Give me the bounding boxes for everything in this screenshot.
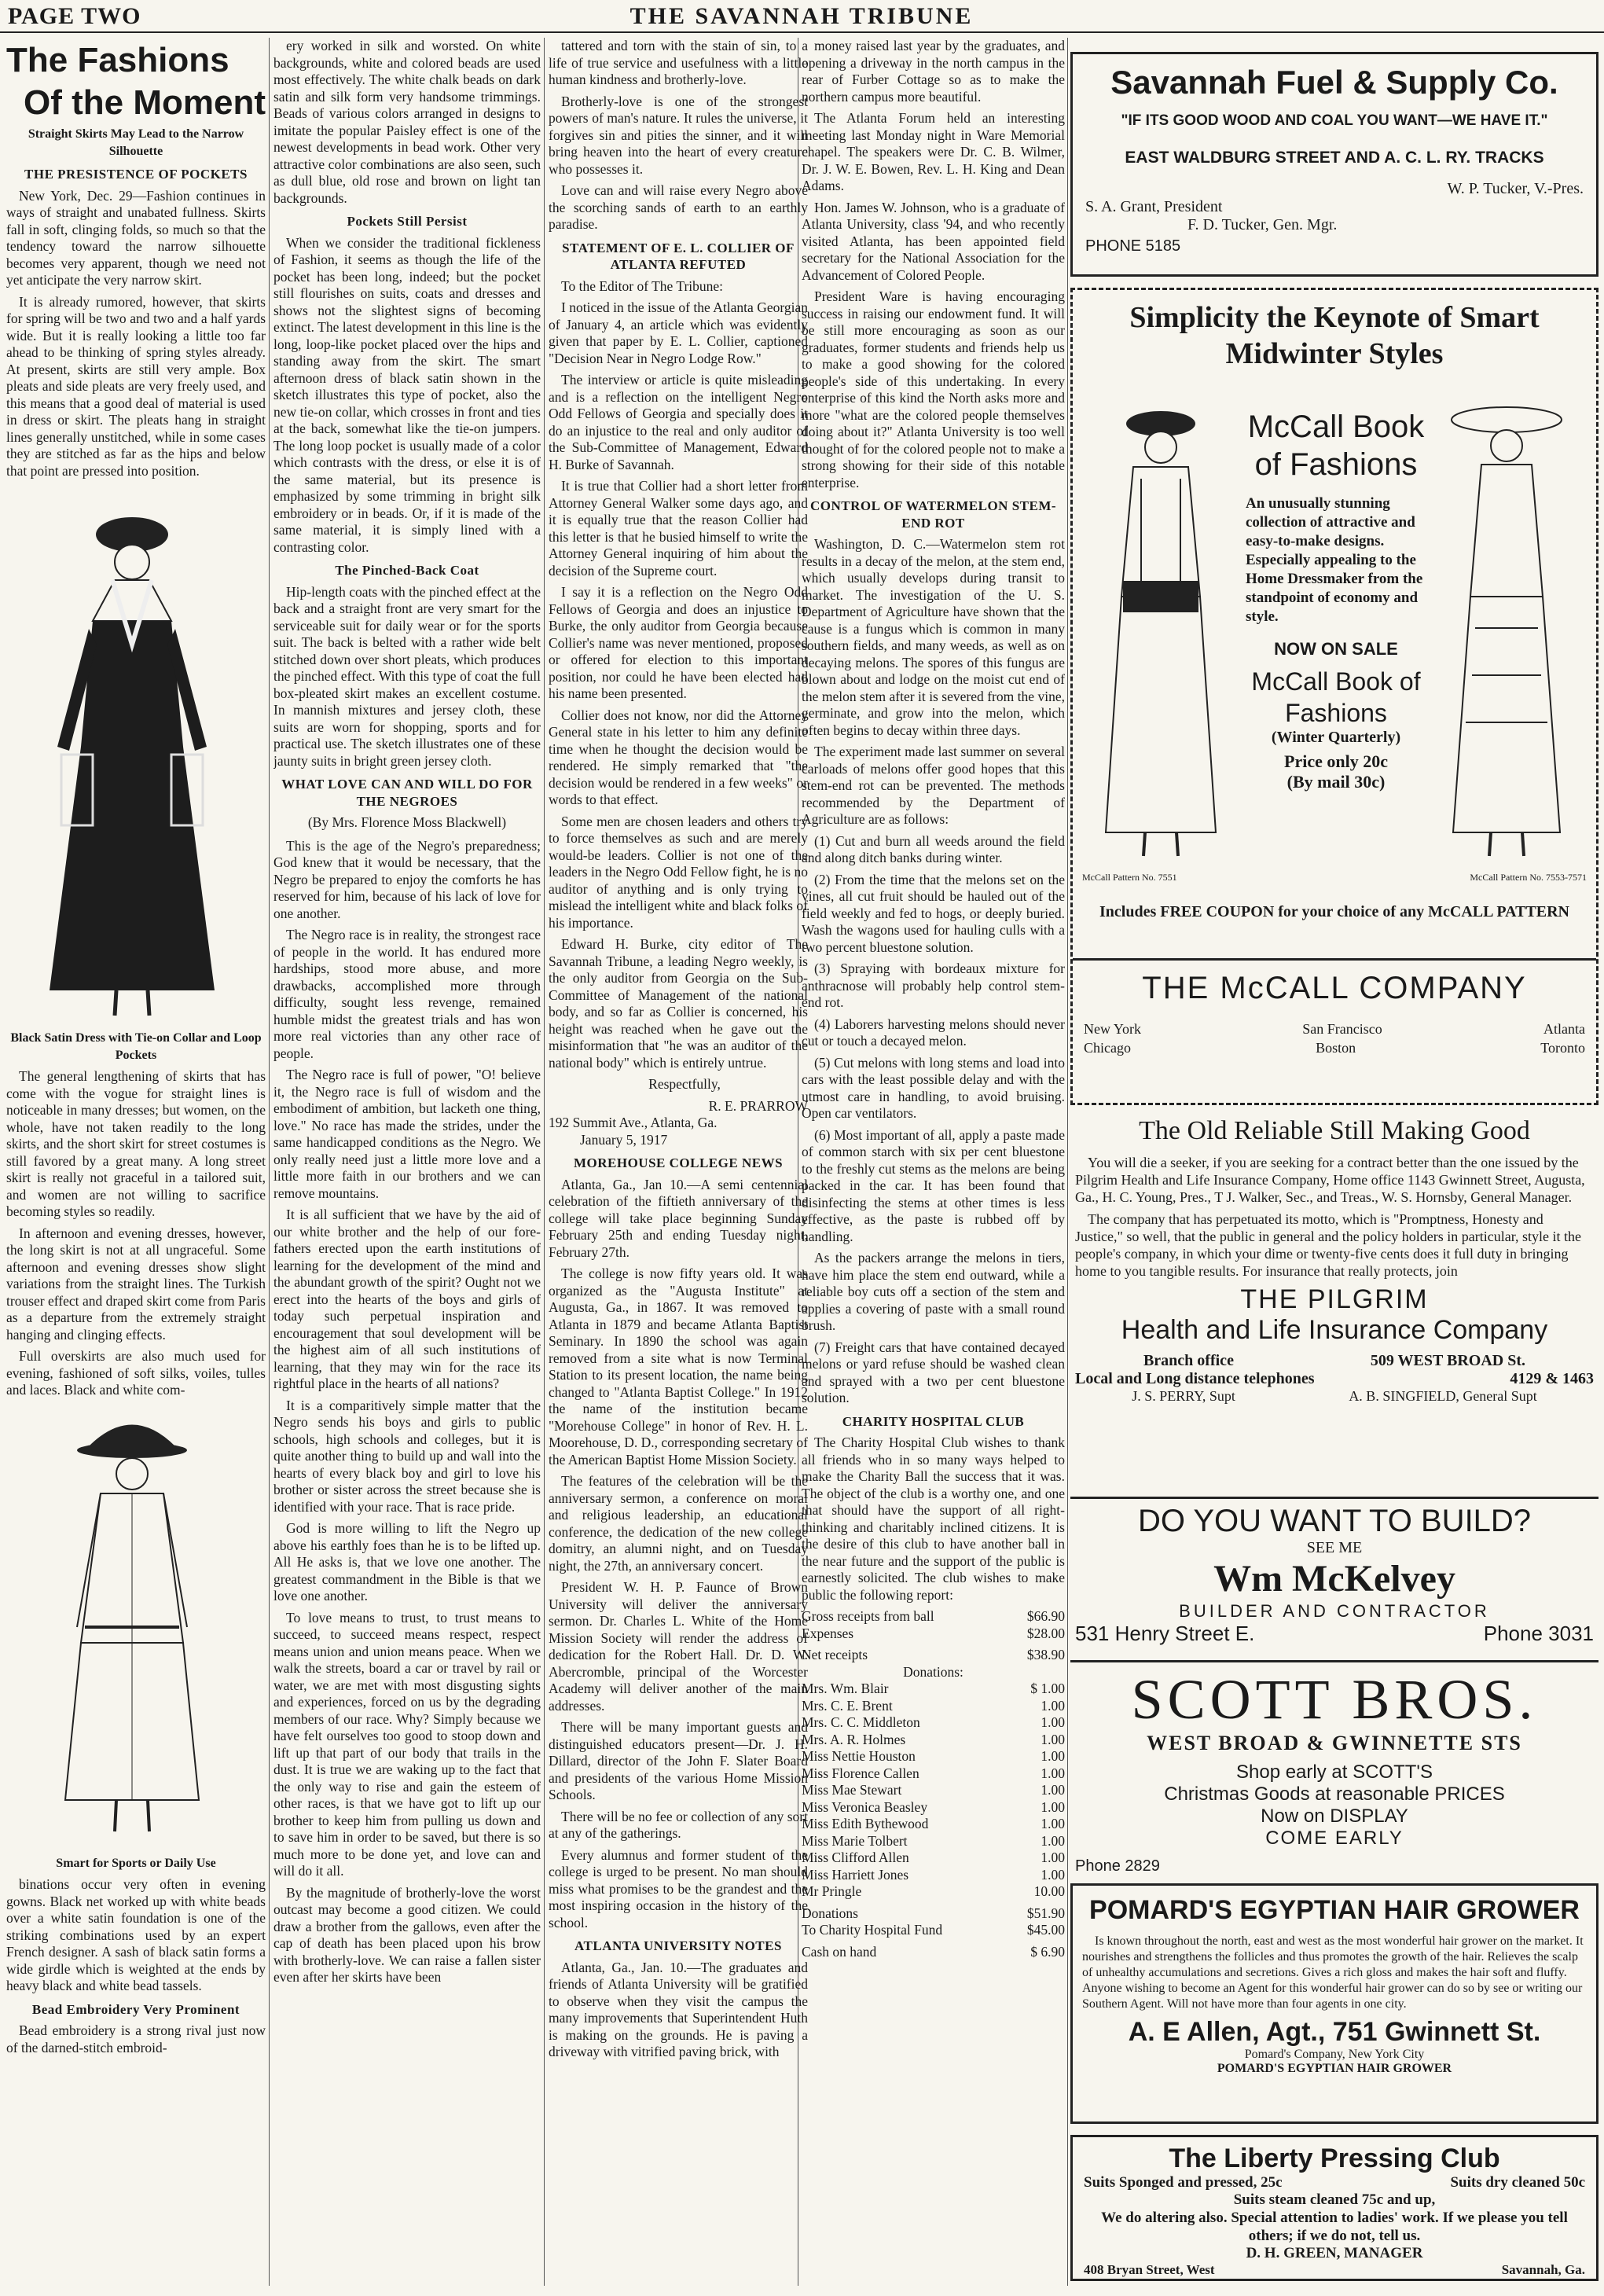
paragraph: It is already rumored, however, that skirts for spring will be two and two and a half yards wide. But it is really looking a little too far ahead to be thinking of spring styles already. At present, skirts are still very ample. Box pleats and side pleats are very freely used, and this means that a good deal of material is used in dress or skirt. The pleats hang in straight lines generally unstitched, while in some cases they are stitched as far as the hips and below that point are pressed into position. (6, 293, 266, 479)
ad-mckelvey-builder (1070, 1497, 1598, 1654)
total-row: Donations $51.90 (802, 1905, 1065, 1921)
paragraph: By the magnitude of brotherly-love the worst outcast may become a good citizen. We could draw a brother from the gallows, even after the cap of death has been placed upon his brow with brotherly-love. We can raise a fallen sister even after her skirts have been (273, 1884, 541, 1985)
store-line: Shop early at SCOTT'S (1235, 1761, 1433, 1783)
paragraph: The Charity Hospital Club wishes to thank all friends who in so many ways helped to make the Charity Ball the success that it was. The object of the club is a worthy one, and one that should have the support of all right-thinking and charitably inclined citizens. It is the desire of this club to have another ball in the near future and the support of the public is earnestly solicited. The club wishes to make public the following report: (802, 1435, 1065, 1603)
ad-pomard-hair-grower (1070, 1883, 1598, 2124)
ad-president: S. A. Grant, President (1085, 198, 1223, 215)
report-row: Gross receipts from ball $66.90 (802, 1608, 1065, 1624)
paragraph: Hip-length coats with the pinched effect at the back and a straight front are very smart for the serviceable suit for daily wear or for the sports suit. The back is belted with a rather wide belt stitched down over short pleats, which produces the pinched effect. With this type of coat the full box-pleated skirt makes an excellent costume. In mannish mixtures and jersey cloth, these suits are worn for shopping, sports and for practical use. The sketch illustrates one of these jaunty suits in bright green jersey cloth. (273, 583, 541, 769)
book-title-2: McCall Book of Fashions (1251, 667, 1421, 727)
ad-body: You will die a seeker, if you are seeking for a contract better than the one issued by the Pilgrim Health and Life Insurance Company, Home office 1143 Gwinnett Street, Augusta, Ga., H. C. Young, Pres., T J. Walker, Sec., and Treas., W. S. Hornsby, General Manager. (1075, 1155, 1585, 1205)
ad-headline: Simplicity the Keynote of Smart Midwinter Styles (1129, 301, 1540, 370)
column-fashion (6, 38, 266, 2286)
builder-trade: BUILDER AND CONTRACTOR (1179, 1601, 1490, 1621)
paragraph: Love can and will raise every Negro above the scorching sands of earth to an earthly paradise. (549, 182, 808, 232)
column-three (549, 38, 808, 2286)
advertisements (1070, 38, 1598, 2286)
article-headline: MOREHOUSE COLLEGE NEWS (573, 1155, 784, 1170)
ad-address: EAST WALDBURG STREET AND A. C. L. RY. TRACKS (1125, 149, 1544, 167)
ad-headline: DO YOU WANT TO BUILD? (1137, 1504, 1532, 1538)
page-number: PAGE TWO (8, 3, 141, 29)
company-cities-row2: Chicago Boston Toronto (1084, 1040, 1585, 1056)
mail-price: (By mail 30c) (1287, 772, 1386, 792)
mccall-dress-right-illustration (1428, 392, 1585, 864)
column-rule (1067, 38, 1068, 2286)
section-heading: THE PRESISTENCE OF POCKETS (24, 167, 248, 182)
paragraph: tattered and torn with the stain of sin, to a life of true service and usefulness with a little human kindness and brotherly-love. (549, 38, 808, 87)
fashion-title-line2: Of the Moment (24, 83, 266, 122)
ad-body: The company that has perpetuated its motto, which is "Promptness, Honesty and Justice," so well, that the public in general and the policy holders in particular, style it the people's company, in which your dime or twenty-five cents does it full duty in bringing home to you tangible results. For insurance that really protects, join (1075, 1211, 1581, 1279)
ad-see-me: SEE ME (1306, 1539, 1363, 1556)
pattern-label-right: McCall Pattern No. 7553-7571 (1470, 872, 1587, 883)
price: Price only 20c (1284, 751, 1388, 771)
paragraph: It is a comparitively simple matter that the Negro sends his boys and girls to public schools, high schools and colleges, but it is quite another thing to build up and wall into the hearts of every black boy and girl to love his brother or sister across the street because she is identified with your race. That is race pride. (273, 1397, 541, 1515)
paragraph: New York, Dec. 29—Fashion continues in ways of straight and unabated fullness. Skirts fall in soft, clinging folds, so much so that the tendency toward the narrow silhouette becomes very apparent, though we need not yet anticipate the very narrow skirt. (6, 187, 266, 288)
paragraph: (7) Freight cars that have contained decayed melons or yard refuse should be washed clean and sprayed with a two per cent bluestone solution. (802, 1339, 1065, 1405)
paragraph: It is all sufficient that we have by the aid of our white brother and the help of our fore-fathers erected upon the earth institutions of learning for the development of the mind and the abundant growth of the spirit? Ought not we erect into the hearts of the boys and girls of today such perpetual inspiration and encouragement that soul development will be the highest aim of all such institutions of learning, that they may win for the race its rightful place in the hearts of all nations? (273, 1207, 541, 1391)
donation-row: Mrs. C. C. Middleton 1.00 (802, 1714, 1065, 1730)
ad-headline: POMARD'S EGYPTIAN HAIR GROWER (1089, 1895, 1580, 1925)
donation-row: Mrs. Wm. Blair $ 1.00 (802, 1681, 1065, 1696)
donation-row: Mrs. A. R. Holmes 1.00 (802, 1731, 1065, 1747)
section-heading: The Pinched-Back Coat (335, 563, 479, 578)
paragraph: Full overskirts are also much used for evening, fashioned of soft silks, voiles, tulles and laces. Black and white com- (6, 1348, 266, 1398)
superintendents: J. S. PERRY, Supt A. B. SINGFIELD, General Supt (1132, 1388, 1537, 1404)
paragraph: To the Editor of The Tribune: (561, 277, 724, 294)
donation-row: Mr Pringle 10.00 (802, 1883, 1065, 1899)
paragraph: The experiment made last summer on several carloads of melons offer good hopes that this stem-end rot can be prevented. The methods recommended by the Department of Agriculture are as follows: (802, 744, 1065, 827)
signature-date: January 5, 1917 (580, 1131, 668, 1148)
ad-manager: F. D. Tucker, Gen. Mgr. (1187, 216, 1338, 233)
paragraph: I noticed in the issue of the Atlanta Georgian of January 4, an article which was evidently given that paper by E. L. Collier, captioned "Decision Near in Negro Lodge Row." (549, 299, 808, 366)
builder-contact: 531 Henry Street E. Phone 3031 (1075, 1622, 1594, 1645)
article-headline: WHAT LOVE CAN AND WILL DO FOR THE NEGROES (281, 777, 533, 809)
book-description: An unusually stunning collection of attractive and easy-to-make designs. Especially appealing to the Home Dressmaker from the standpoint of economy and style. (1246, 495, 1423, 625)
paragraph: Every alumnus and former student of the college is urged to be present. No man should miss what promises to be the grandest and the most inspiring occasion in the history of the school. (549, 1846, 808, 1930)
paragraph: Brotherly-love is one of the strongest powers of man's nature. It rules the universe, it forgives sin and pities the sinner, and it will bring heaven into the heart of every creature who possesses it. (549, 93, 808, 177)
store-name: SCOTT BROS. (1131, 1668, 1538, 1731)
store-line: COME EARLY (1265, 1828, 1404, 1849)
ad-pilgrim-insurance (1070, 1116, 1598, 1486)
figure-caption: Smart for Sports or Daily Use (56, 1856, 216, 1870)
store-phone: Phone 2829 (1075, 1857, 1160, 1875)
paragraph: Atlanta, Ga., Jan. 10.—The graduates and friends of Atlanta University will be gratified to observe when they visit the campus the many improvements that Superintendent Huth is making on the grounds. He is paving a driveway with vitrified paving brick, with (549, 1959, 808, 2059)
paragraph: Hon. James W. Johnson, who is a graduate of Atlanta University, class '94, and who recently visited Atlanta, has been appointed field secretary for the National Association for the Advancement of Colored People. (802, 199, 1065, 283)
on-sale: NOW ON SALE (1274, 639, 1398, 659)
pattern-label-left: McCall Pattern No. 7551 (1082, 872, 1177, 883)
coupon-line: Includes FREE COUPON for your choice of any McCALL PATTERN (1099, 903, 1569, 920)
paragraph: The Negro race is full of power, "O! believe it, the Negro race is full of wisdom and the embodiment of ambition, but lacketh one thing, love." No race has made the strides, under the same handicapped conditions as the Negro. We only really need just a little more love and a little more faith in our brothers and we can remove mountains. (273, 1067, 541, 1201)
sports-suit-illustration (14, 1407, 258, 1847)
paragraph: Bead embroidery is a strong rival just now of the darned-stitch embroid- (6, 2022, 266, 2055)
ad-savannah-fuel (1070, 52, 1598, 277)
donations-label: Donations: (903, 1663, 964, 1680)
paragraph: Some men are chosen leaders and others try to force themselves as such and are merely would-be leaders. Collier is not one of the leaders in the Negro Odd Fellow fight, he is no auditor of anything and is only trying to mislead the intelligent white and black folks of his importance. (549, 813, 808, 931)
report-row: Net receipts $38.90 (802, 1647, 1065, 1662)
total-row: To Charity Hospital Fund $45.00 (802, 1922, 1065, 1938)
paragraph: The Atlanta Forum held an interesting meeting last Monday night in Ware Memorial chapel. The speakers were Dr. C. B. Wilmer, Dr. J. W. E. Bowen, Rev. L. H. King and Dean Adams. (802, 110, 1065, 193)
paragraph: This is the age of the Negro's preparedness; God knew that it would be necessary, that the Negro be prepared to enjoy the comforts he has reserved for him, because of his lack of love for one another. (273, 837, 541, 921)
article-headline: CONTROL OF WATERMELON STEM-END ROT (809, 498, 1057, 531)
paragraph: Atlanta, Ga., Jan 10.—A semi centennial celebration of the fiftieth anniversary of the college will take place beginning Sunday February 25th and ending Tuesday night, February 27th. (549, 1176, 808, 1260)
paragraph: ery worked in silk and worsted. On white backgrounds, white and colored beads are used most effectively. The white chalk beads on dark satin and silk form very handsome trimmings. Beads of various colors arranged in designs to imitate the popular Paisley effect is one of the newest developments in bead work. Other very attractive color combinations are also seen, such as dull blue, old rose and brown on light tan backgrounds. (273, 38, 541, 206)
price-line: Suits steam cleaned 75c and up, (1233, 2191, 1436, 2208)
telephones: Local and Long distance telephones 4129 & 1463 (1075, 1370, 1594, 1387)
paragraph: President Ware is having encouraging success in raising our endowment fund. It will be still more encouraging as soon as our graduates, former students and friends help us to make a good showing for the colored people's side of this undertaking. In every enterprise of this kind the North asks more and more "what are the colored people themselves doing about it?" Atlanta University is too well thought of for the colored people not to make a strong showing for their side of this notable enterprise. (802, 288, 1065, 490)
donation-row: Miss Nettie Houston 1.00 (802, 1748, 1065, 1764)
masthead (0, 0, 1604, 33)
paragraph: (2) From the time that the melons set on the vines, all cut fruit should be hauled out of the field weekly and fed to hogs, or deeply buried. Wash the wagons used for hauling culls with a two percent bluestone solution. (802, 871, 1065, 955)
paragraph: The interview or article is quite misleading and is a reflection on the intelligent Negro Odd Fellows of Georgia and specially does it do an injustice to the real and only auditor of the Sub-Committee of Management, Edward H. Burke of Savannah. (549, 372, 808, 472)
column-two (273, 38, 541, 2286)
ad-vp: W. P. Tucker, V.-Pres. (1447, 180, 1584, 197)
fashion-title-line1: The Fashions (6, 41, 229, 79)
donation-row: Miss Mae Stewart 1.00 (802, 1782, 1065, 1798)
agent-address: A. E Allen, Agt., 751 Gwinnett St. (1128, 2017, 1541, 2047)
ad-liberty-pressing-club (1070, 2135, 1598, 2281)
paragraph: The general lengthening of skirts that has come with the vogue for straight lines is noticeable in many dresses; but women, on the whole, have not taken readily to the long skirts, and the short skirt for street costumes is still favored by a great many. A long street skirt is really not graceful in a tailored suit, and women are not willing to sacrifice becoming styles so readily. (6, 1068, 266, 1219)
paragraph: The college is now fifty years old. It was organized as the "Augusta Institute" at Augusta, Ga., in 1867. It was removed to Atlanta in 1879 and became Atlanta Baptist Seminary. In 1890 the school was again removed from a site what is now Terminal Station to its present location, the name being changed to "Atlanta Baptist College." In 1912 the name of the institution became "Morehouse College" in honor of Rev. H. L. Moorehouse, D. D., corresponding secretary of the American Baptist Home Mission Society. (549, 1266, 808, 1468)
report-row: Expenses $28.00 (802, 1625, 1065, 1641)
paragraph: It is true that Collier had a short letter from Attorney General Walker some days ago, and it is equally true that the reason Collier had this letter is that he busied himself to write the Attorney General inquiring of him about the decision of the Supreme court. (549, 478, 808, 579)
paragraph: The Negro race is in reality, the strongest race of people in the world. It has endured more hardships, stood more abuse, and more drawbacks, accomplished more through difficulty, sought less revenge, remained humble midst the greatest trials and has won more real victories than any other race of people. (273, 927, 541, 1061)
store-line: Now on DISPLAY (1261, 1806, 1408, 1827)
paragraph: President W. H. P. Faunce of Brown University will deliver the anniversary sermon. Dr. Charles L. White of the Home Mission Society will render the address of dedication for the Robert Hall. Dr. D. W. Abercromble, principal of the Worcester Academy will deliver another of the main addresses. (549, 1579, 808, 1714)
paragraph: To love means to trust, to trust means to succeed, to succeed means respect, respect means union and union means peace. When we walk the streets, board a car or travel by rail or water, we are met with most disgusting sights and experiences, forced on us by the degrading members of our race. Why? Simply because we have felt ourselves too good to stoop down and lift up that part of our body that trails in the dust. It is true we are waking up to the fact that the only way to rise and gain the esteem of other races, is that we have got to lift up our brother to keep him from pulling us down and to save him in order to be saved, but there is so much more to be done yet, and love can and will do it all. (273, 1609, 541, 1879)
paragraph: (3) Spraying with bordeaux mixture for anthracnose will probably help control stem-end rot. (802, 961, 1065, 1010)
article-headline: STATEMENT OF E. L. COLLIER OF ATLANTA REFUTED (562, 240, 795, 272)
company-cities-row1: New York San Francisco Atlanta (1084, 1021, 1585, 1037)
signature-address: 192 Summit Ave., Atlanta, Ga. (549, 1115, 718, 1130)
donation-row: Miss Florence Callen 1.00 (802, 1765, 1065, 1781)
price-line: Suits Sponged and pressed, 25c Suits dry cleaned 50c (1084, 2174, 1585, 2191)
paragraph: God is more willing to lift the Negro up above his earthly foes than he is to be lifted up. All He asks is, that we love one another. The greatest commandment in the Bible is that we love one another. (273, 1520, 541, 1604)
paragraph: Collier does not know, nor did the Attorney General state in his letter to him any definite time when he thought the decision would be rendered. He simply remarked that "the decision would be rendered in a few weeks" or words to that effect. (549, 707, 808, 807)
builder-name: Wm McKelvey (1213, 1558, 1455, 1600)
ad-slogan: "IF ITS GOOD WOOD AND COAL YOU WANT—WE HAVE IT." (1121, 112, 1548, 129)
ad-body: We do altering also. Special attention to ladies' work. If we please you tell others; if we do not, tell us. (1101, 2210, 1568, 2244)
fashion-subtitle: Straight Skirts May Lead to the Narrow Silhouette (28, 127, 244, 158)
donation-row: Miss Edith Bythewood 1.00 (802, 1816, 1065, 1831)
figure-caption: Black Satin Dress with Tie-on Collar and Loop Pockets (10, 1031, 262, 1062)
article-headline: ATLANTA UNIVERSITY NOTES (574, 1938, 782, 1953)
ad-body: Is known throughout the north, east and west as the most wonderful hair grower on the market. It nourishes and strengthens the follicles and thus promotes the growth of the hair. Relieves the scalp of unhealthy accumulations and secretions. Gives a rich gloss and makes the hair soft and fluffy. Anyone wishing to become an Agent for this wonderful hair grower can do so by see or writing our Southern Agent. Will not have more than four agents in one city. (1082, 1934, 1584, 2011)
paragraph: Respectfully, (648, 1076, 721, 1092)
ad-mccall (1070, 288, 1598, 1105)
donation-row: Mrs. C. E. Brent 1.00 (802, 1697, 1065, 1714)
branch-office: Branch office 509 WEST BROAD St. (1143, 1352, 1525, 1369)
company-name: THE PILGRIM (1240, 1284, 1429, 1314)
paragraph: When we consider the traditional fickleness of Fashion, it seems as though the life of the pocket has been long, indeed; but the pocket still flourishes on suits, coats and dresses and shows not the slightest signs of becoming extinct. The latest development in this line is the long, loop-like pocket placed over the hips and standing away from the skirt. The smart afternoon dress of black satin shown in the sketch illustrates this type of pocket, also the new tie-on collar, which crosses in front and ties at the back, somewhat like the tie-on jumpers. The long loop pocket is usually made of a color which contrasts with the dress, or else it is of the same material, but its presence is emphasized by some trimming in bright silk embroidery or in beads. Or, if it is made of the same material, it is simply lined with a contrasting color. (273, 234, 541, 555)
paragraph: There will be many important guests and distinguished educators present—Dr. J. H. Dillard, director of the John F. Slater Board and presidents of the various Home Mission Schools. (549, 1719, 808, 1802)
club-address: 408 Bryan Street, West Savannah, Ga. (1084, 2262, 1585, 2277)
paragraph: The features of the celebration will be the anniversary sermon, a conference on moral and religious leadership, an educational conference, the dedication of the new college domitry, an alumni night, and on Tuesday night, the 27th, an anniversary concert. (549, 1473, 808, 1574)
paragraph: There will be no fee or collection of any sort at any of the gatherings. (549, 1808, 808, 1841)
paragraph: As the packers arrange the melons in tiers, have him place the stem end outward, while a reliable boy cuts off a section of the stem and applies a covering of paste with a small round brush. (802, 1250, 1065, 1333)
paragraph: I say it is a reflection on the Negro Odd Fellows of Georgia and does an injustice to Burke, the only auditor from Georgia because Collier's name was never mentioned, proposed or offered for election to this important position, nor could he have been elected had his name been presented. (549, 584, 808, 701)
section-heading: Bead Embroidery Very Prominent (31, 2001, 240, 2017)
manager: D. H. GREEN, MANAGER (1246, 2245, 1423, 2261)
paragraph: (5) Cut melons with long stems and load into cars with the least possible delay and with the utmost care in handling, to avoid bruising. Open car ventilators. (802, 1054, 1065, 1121)
company-location: Pomard's Company, New York City (1244, 2048, 1425, 2061)
paper-title: THE SAVANNAH TRIBUNE (629, 3, 974, 29)
paragraph: Washington, D. C.—Watermelon stem rot results in a decay of the melon, at the stem end, which usually develops during transit to market. The investigation of the U. S. Department of Agriculture have shown that the cause is a fungus which is common in many southern fields, and many weeds, as well as on decaying melons. The spores of this fungus are blown about and lodge on the moist cut end of the melon stem after it is severed from the vine, germinate, and grow into the melon, which often begins to decay within three days. (802, 536, 1065, 738)
brand-name: POMARD'S EGYPTIAN HAIR GROWER (1217, 2062, 1452, 2075)
signature-name: R. E. PRARROW (708, 1097, 808, 1114)
black-satin-dress-illustration (14, 487, 258, 1022)
article-headline: CHARITY HOSPITAL CLUB (842, 1413, 1025, 1429)
mccall-dress-left-illustration (1082, 392, 1239, 864)
paragraph: binations occur very often in evening gowns. Black net worked up with white beads over a white satin foundation is one of the striking combinations used by an expert French designer. A sash of black satin forms a wide girdle which is weighted at the ends by heavy black and white bead tassels. (6, 1876, 266, 1993)
paragraph: (4) Laborers harvesting melons should never cut or touch a decayed melon. (802, 1016, 1065, 1049)
store-line: Christmas Goods at reasonable PRICES (1164, 1784, 1505, 1805)
byline: (By Mrs. Florence Moss Blackwell) (307, 814, 507, 830)
ad-scott-bros (1070, 1660, 1598, 1875)
column-four (802, 38, 1065, 2286)
column-rule (544, 38, 545, 2286)
donation-row: Miss Harriett Jones 1.00 (802, 1866, 1065, 1883)
donation-row: Miss Clifford Allen 1.00 (802, 1850, 1065, 1865)
book-title: McCall Book of Fashions (1247, 410, 1425, 482)
ad-headline: The Old Reliable Still Making Good (1139, 1116, 1530, 1145)
paragraph: (6) Most important of all, apply a paste made of common starch with six per cent bluestone to the freshly cut stems as the melons are being packed in the car. It has been found that disinfecting the stems at other times is less effective, as the paste is rubbed off by handling. (802, 1126, 1065, 1244)
store-address: WEST BROAD & GWINNETTE STS (1147, 1732, 1522, 1754)
company-name-2: Health and Life Insurance Company (1121, 1315, 1548, 1345)
donation-row: Miss Marie Tolbert 1.00 (802, 1832, 1065, 1849)
ad-headline: The Liberty Pressing Club (1169, 2144, 1500, 2173)
total-row: Cash on hand $ 6.90 (802, 1943, 1065, 1960)
column-rule (269, 38, 270, 2286)
company-name: THE McCALL COMPANY (1142, 971, 1527, 1005)
donation-row: Miss Veronica Beasley 1.00 (802, 1798, 1065, 1815)
ad-title: Savannah Fuel & Supply Co. (1110, 64, 1558, 101)
paragraph: In afternoon and evening dresses, however, the long skirt is not at all ungraceful. Some afternoon and evening dresses show slight variations from the straight lines. The Turkish trouser effect and draped skirt come from Paris as a departure from the extremely straight hanging and clinging effects. (6, 1225, 266, 1343)
paragraph: Edward H. Burke, city editor of The Savannah Tribune, a leading Negro weekly, is the only auditor from Georgia on the Sub-Committee of Management of the national body, and so far as Collier is concerned, his height was reached when he gave out the misinformation that "he was an auditor of the national body" which is entirely untrue. (549, 936, 808, 1071)
mccall-center-text (1246, 408, 1426, 792)
section-heading: Pockets Still Persist (347, 214, 468, 229)
paragraph: money raised last year by the graduates, and opening a driveway in the north campus in the rear of Furber Cottage so as to make the northern campus more beautiful. (802, 38, 1065, 105)
quarterly: (Winter Quarterly) (1271, 729, 1401, 746)
paragraph: (1) Cut and burn all weeds around the field and along ditch banks during winter. (802, 832, 1065, 865)
ad-phone: PHONE 5185 (1085, 237, 1181, 255)
